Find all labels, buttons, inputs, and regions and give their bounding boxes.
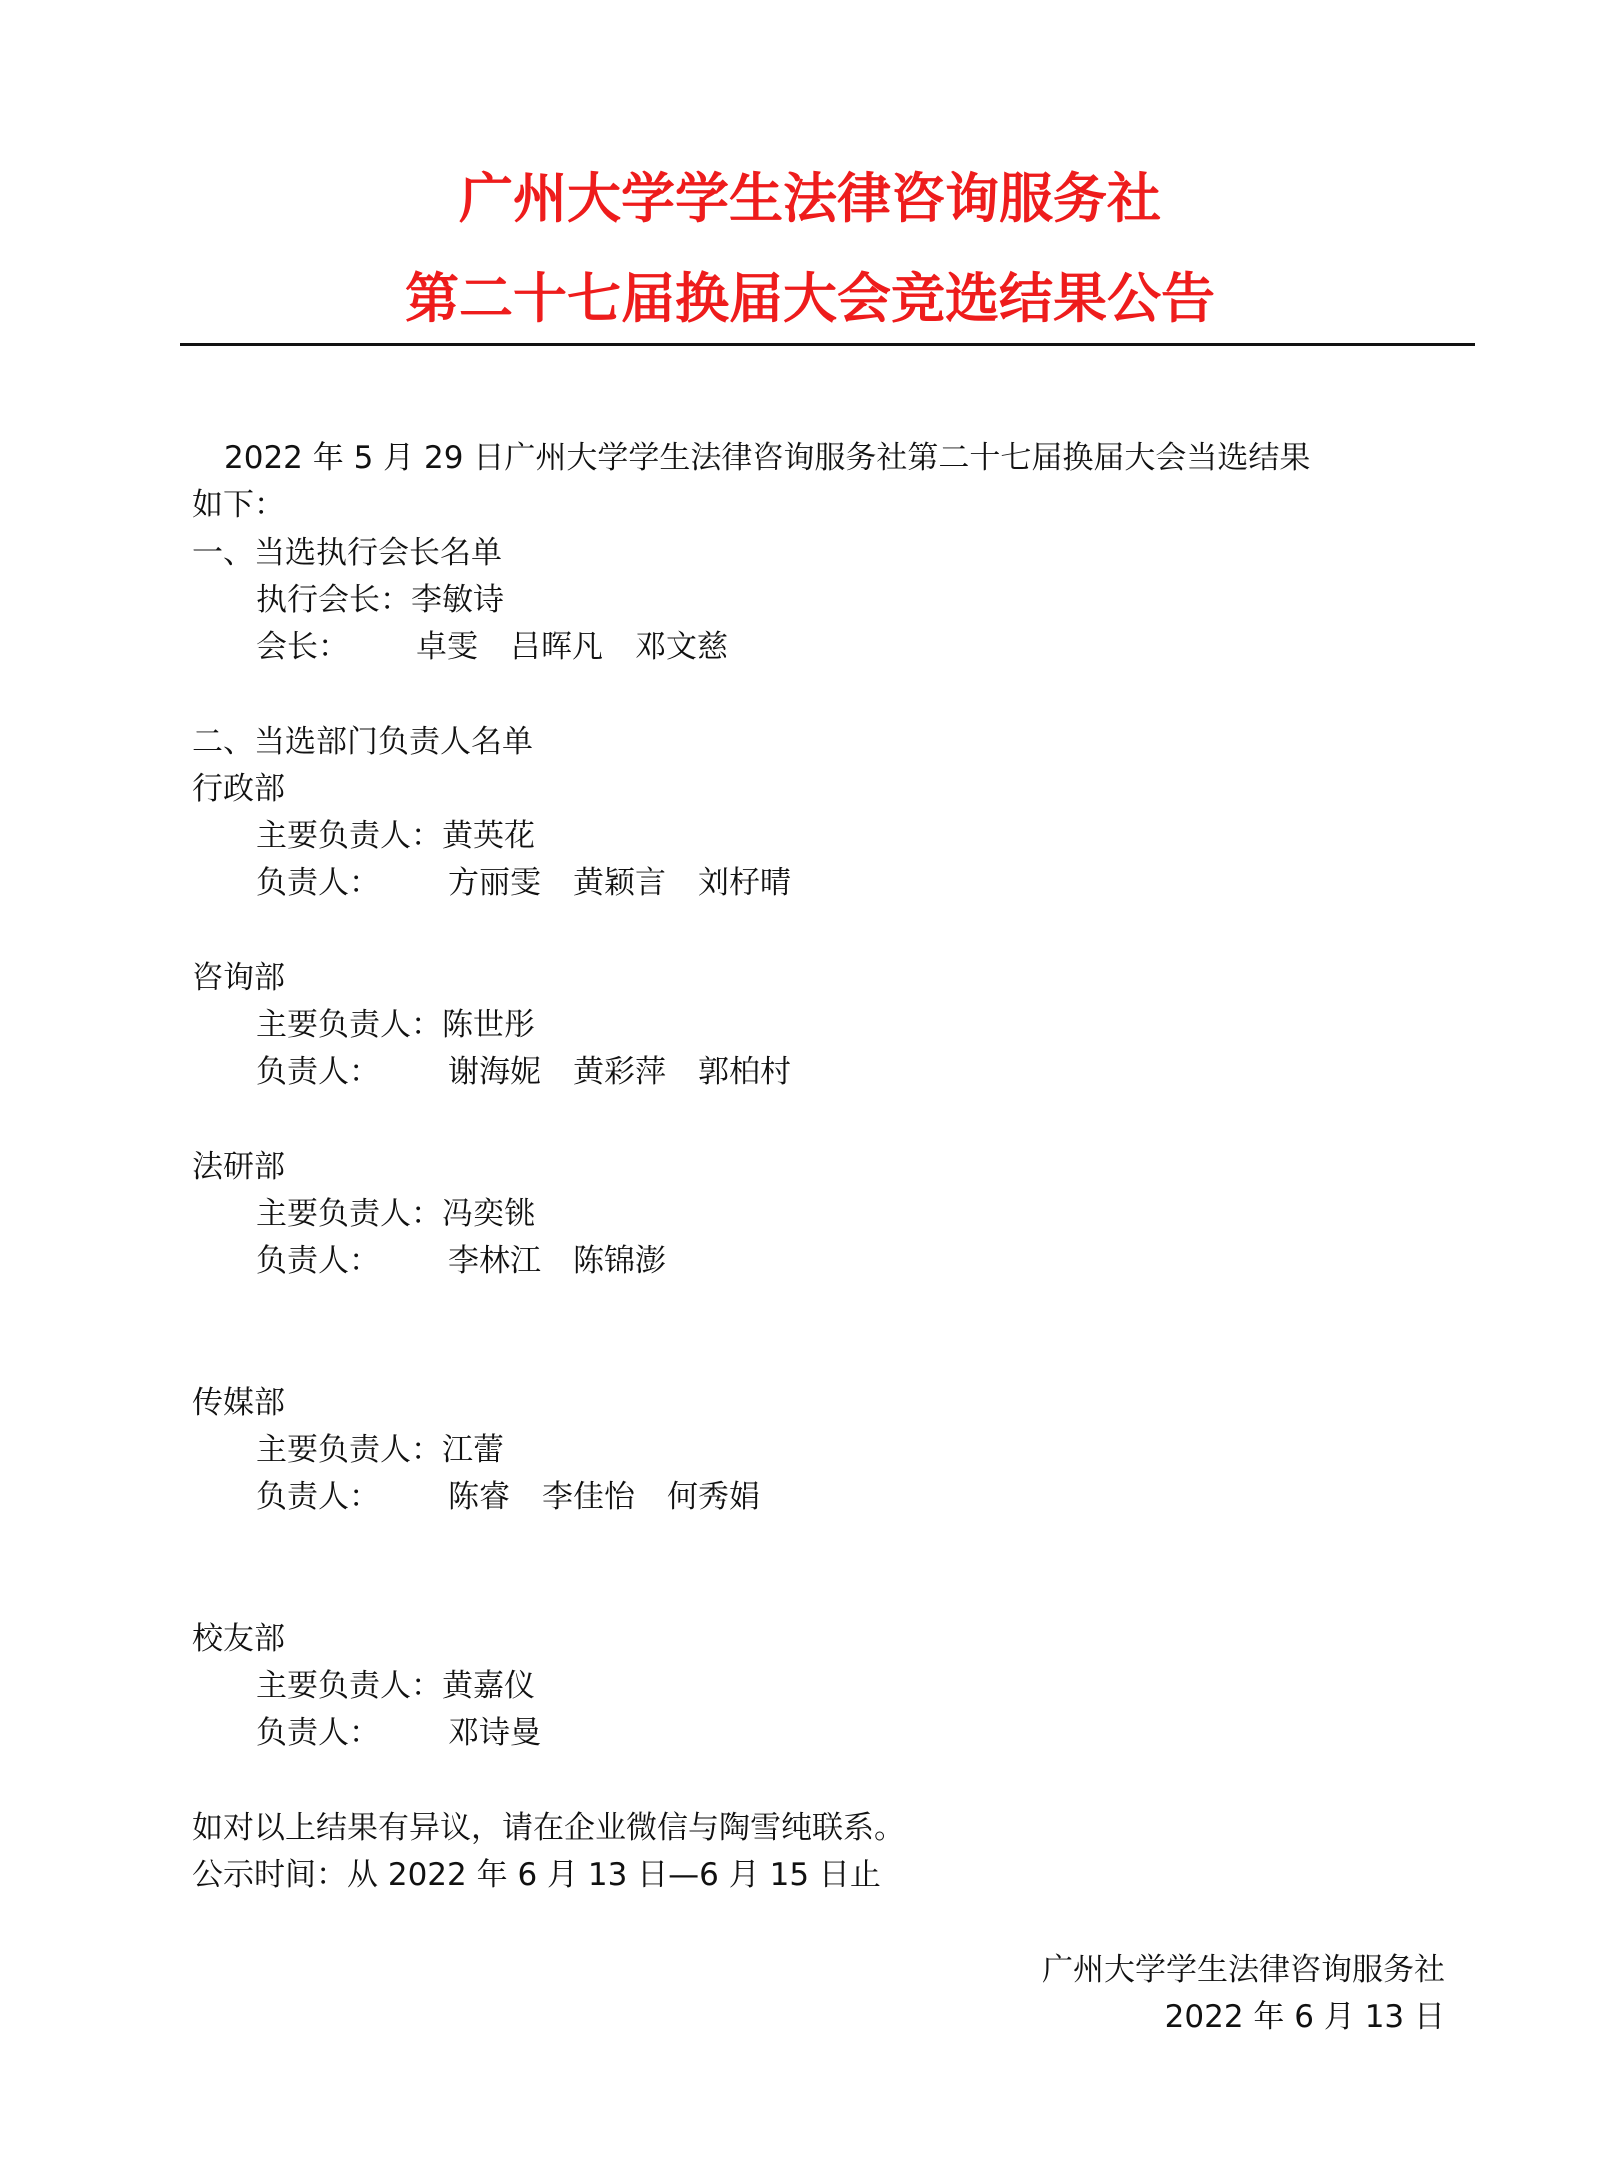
president-name: 卓雯 [416,629,478,665]
others-names [448,1050,823,1094]
main-label: 主要负责人： [256,1196,442,1232]
publicity-period: 公示时间：从 2022 年 6 月 13 日—6 月 15 日止 [192,1857,881,1893]
member-name: 谢海妮 [448,1054,541,1090]
others-label: 负责人： [256,1479,380,1515]
member-name: 陈锦澎 [573,1243,666,1279]
signature-date: 2022 年 6 月 13 日 [1164,1999,1445,2035]
section2-heading: 二、当选部门负责人名单 [192,724,533,760]
department-others-row [256,1711,541,1755]
title-divider [180,343,1475,346]
main-name: 黄英花 [442,818,535,854]
title-line-1: 广州大学学生法律咨询服务社 [459,166,1161,230]
intro-line-2: 如下： [192,487,285,523]
department-others-row [256,1239,666,1283]
objection-notice: 如对以上结果有异议，请在企业微信与陶雪纯联系。 [192,1810,905,1846]
department-others-row [256,1475,760,1519]
department-name: 传媒部 [192,1385,285,1421]
others-label: 负责人： [256,865,380,901]
member-name: 方丽雯 [448,865,541,901]
main-name: 江蕾 [442,1432,504,1468]
department-main-row [256,814,535,858]
president-name: 吕晖凡 [510,629,603,665]
member-name: 何秀娟 [667,1479,760,1515]
others-names [448,1239,698,1283]
member-name: 刘杍晴 [698,865,791,901]
member-name: 黄颖言 [573,865,666,901]
president-names [416,625,760,669]
main-name: 黄嘉仪 [442,1668,535,1704]
others-label: 负责人： [256,1243,380,1279]
department-name: 行政部 [192,771,285,807]
department-main-row [256,1192,535,1236]
main-name: 陈世彤 [442,1007,535,1043]
section1-heading: 一、当选执行会长名单 [192,535,502,571]
president-label: 会长： [256,629,349,665]
others-label: 负责人： [256,1715,380,1751]
member-name: 李林江 [448,1243,541,1279]
department-main-row [256,1428,504,1472]
main-label: 主要负责人： [256,1432,442,1468]
department-others-row [256,1050,791,1094]
exec-president-name: 李敏诗 [411,582,504,618]
member-name: 李佳怡 [542,1479,635,1515]
president-row [256,625,728,669]
department-name: 校友部 [192,1621,285,1657]
exec-president-label: 执行会长： [256,582,411,618]
member-name: 邓诗曼 [448,1715,541,1751]
others-names [448,1475,792,1519]
department-main-row [256,1003,535,1047]
main-name: 冯奕铫 [442,1196,535,1232]
department-name: 法研部 [192,1149,285,1185]
main-label: 主要负责人： [256,818,442,854]
department-name: 咨询部 [192,960,285,996]
signature-org: 广州大学学生法律咨询服务社 [1042,1952,1445,1988]
department-main-row [256,1664,535,1708]
intro-line-1: 2022 年 5 月 29 日广州大学学生法律咨询服务社第二十七届换届大会当选结果 [224,440,1311,476]
others-names [448,861,823,905]
main-label: 主要负责人： [256,1007,442,1043]
title-line-2: 第二十七届换届大会竞选结果公告 [405,266,1215,330]
exec-president-row [256,578,504,622]
member-name: 陈睿 [448,1479,510,1515]
others-label: 负责人： [256,1054,380,1090]
main-label: 主要负责人： [256,1668,442,1704]
others-names [448,1711,573,1755]
department-others-row [256,861,791,905]
member-name: 郭柏村 [698,1054,791,1090]
president-name: 邓文慈 [635,629,728,665]
member-name: 黄彩萍 [573,1054,666,1090]
